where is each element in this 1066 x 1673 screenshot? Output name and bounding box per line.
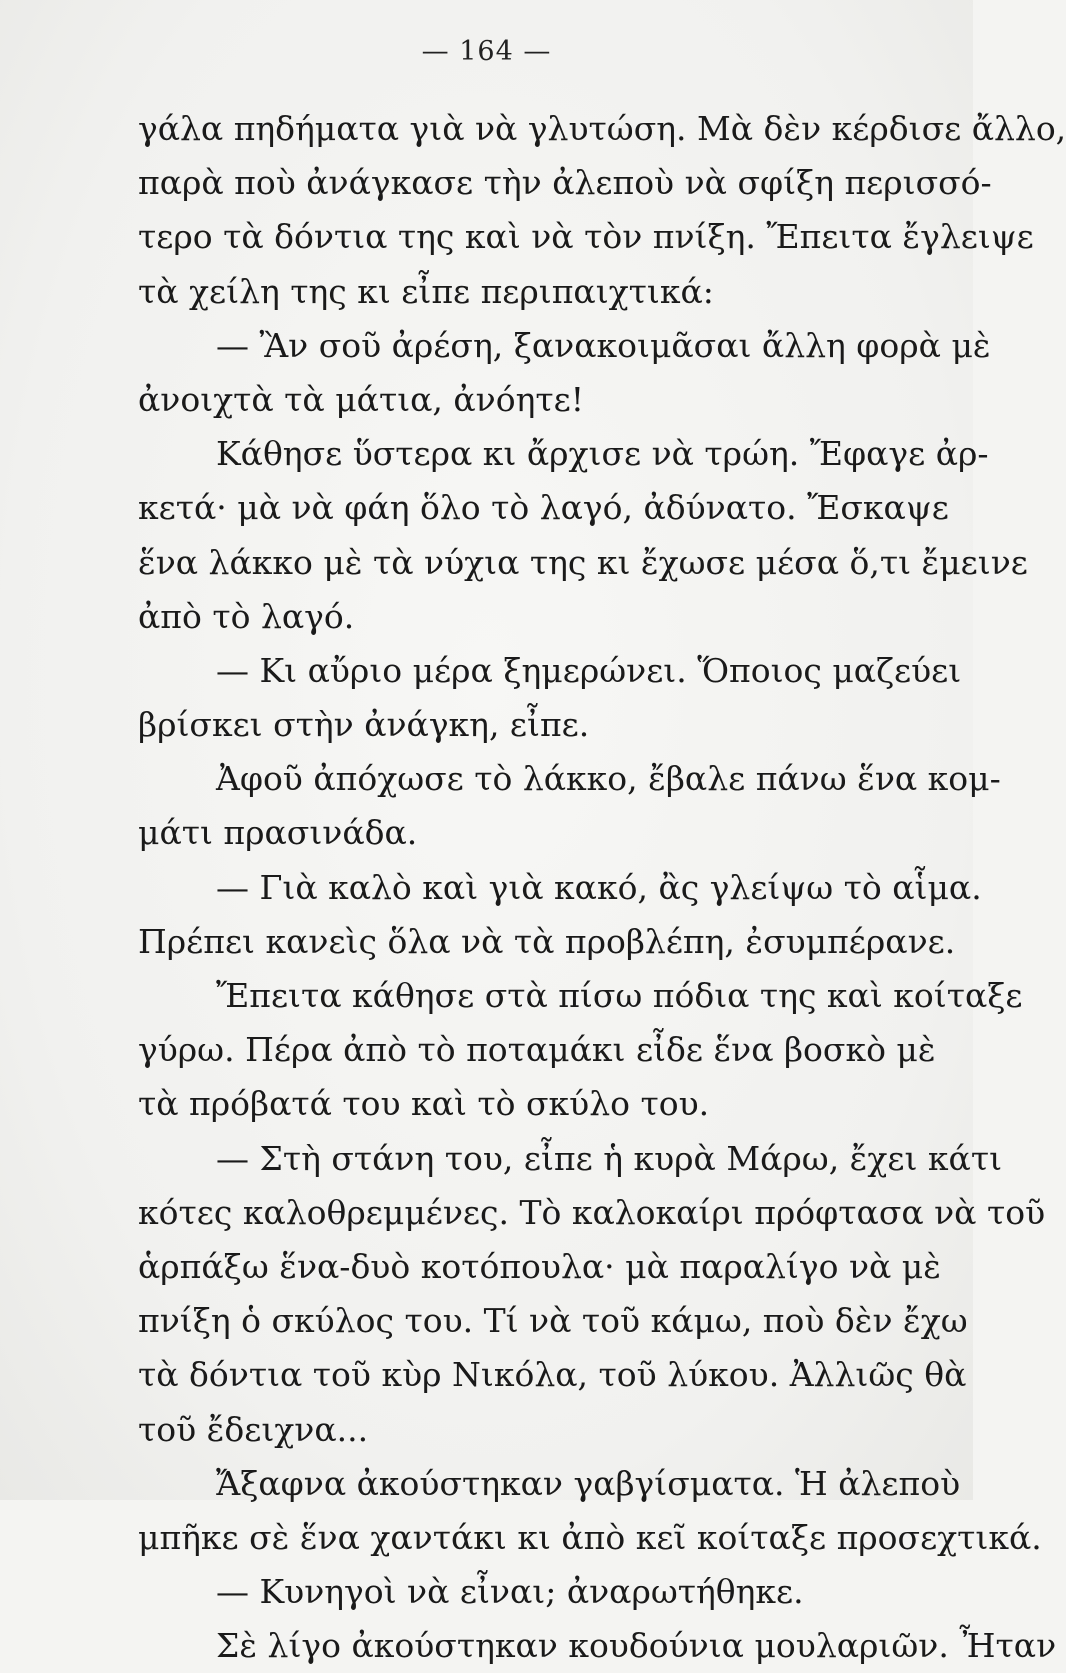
text-line: ἀπὸ τὸ λαγό. — [138, 596, 355, 636]
text-line: ἕνα λάκκο μὲ τὰ νύχια της κι ἔχωσε μέσα ὅ,τι ἔμεινε — [138, 542, 1028, 582]
text-line: πνίξη ὁ σκύλος του. Τί νὰ τοῦ κάμω, ποὺ δὲν ἔχω — [138, 1301, 968, 1341]
text-line: ἁρπάξω ἕνα-δυὸ κοτόπουλα· μὰ παραλίγο νὰ μὲ — [138, 1246, 941, 1286]
text-line: παρὰ ποὺ ἀνάγκασε τὴν ἀλεποὺ νὰ σφίξη περισσό- — [138, 163, 992, 203]
text-line: τὰ δόντια τοῦ κὺρ Νικόλα, τοῦ λύκου. Ἀλλιῶς θὰ — [138, 1355, 967, 1395]
text-line: γάλα πηδήματα γιὰ νὰ γλυτώση. Μὰ δὲν κέρδισε ἄλλο, — [138, 109, 1066, 148]
text-line: — Ἂν σοῦ ἀρέση, ξανακοιμᾶσαι ἄλλη φορὰ μὲ — [216, 325, 991, 365]
text-line: Ἄξαφνα ἀκούστηκαν γαβγίσματα. Ἡ ἀλεποὺ — [216, 1463, 961, 1503]
text-line: τὰ χείλη της κι εἶπε περιπαιχτικά: — [138, 271, 714, 311]
text-line: Σὲ λίγο ἀκούστηκαν κουδούνια μουλαριῶν. Ἦταν — [216, 1626, 1057, 1666]
text-line: — Στὴ στάνη του, εἶπε ἡ κυρὰ Μάρω, ἔχει κάτι — [216, 1138, 1003, 1178]
text-line: τοῦ ἔδειχνα... — [138, 1409, 369, 1449]
page-number: — 164 — — [421, 36, 552, 67]
text-line: μπῆκε σὲ ἕνα χαντάκι κι ἀπὸ κεῖ κοίταξε προσεχτικά. — [138, 1517, 1042, 1557]
text-line: Πρέπει κανεὶς ὅλα νὰ τὰ προβλέπη, ἐσυμπέρανε. — [138, 921, 956, 961]
text-line: μάτι πρασινάδα. — [138, 813, 418, 853]
text-line: Ἔπειτα κάθησε στὰ πίσω πόδια της καὶ κοίταξε — [216, 976, 1023, 1015]
text-line: βρίσκει στὴν ἀνάγκη, εἶπε. — [138, 705, 590, 745]
text-line: τερο τὰ δόντια της καὶ νὰ τὸν πνίξη. Ἔπειτα ἔγλειψε — [138, 217, 1034, 257]
text-line: ἀνοιχτὰ τὰ μάτια, ἀνόητε! — [138, 379, 584, 419]
text-line: γύρω. Πέρα ἀπὸ τὸ ποταμάκι εἶδε ἕνα βοσκὸ μὲ — [138, 1030, 936, 1070]
text-line: — Κι αὔριο μέρα ξημερώνει. Ὅποιος μαζεύει — [216, 650, 962, 690]
text-line: — Γιὰ καλὸ καὶ γιὰ κακό, ἂς γλείψω τὸ αἷμα. — [216, 867, 982, 907]
text-line: κετά· μὰ νὰ φάη ὅλο τὸ λαγό, ἀδύνατο. Ἔσκαψε — [138, 488, 949, 528]
text-line: κότες καλοθρεμμένες. Τὸ καλοκαίρι πρόφτασα νὰ τοῦ — [138, 1192, 1046, 1232]
text-line: Ἀφοῦ ἀπόχωσε τὸ λάκκο, ἔβαλε πάνω ἕνα κομ- — [216, 759, 1001, 799]
text-line: — Κυνηγοὶ νὰ εἶναι; ἀναρωτήθηκε. — [216, 1572, 804, 1612]
body-text — [138, 102, 1066, 1673]
text-line: Κάθησε ὕστερα κι ἄρχισε νὰ τρώη. Ἔφαγε ἀρ- — [216, 434, 989, 474]
text-line: τὰ πρόβατά του καὶ τὸ σκύλο του. — [138, 1084, 710, 1124]
